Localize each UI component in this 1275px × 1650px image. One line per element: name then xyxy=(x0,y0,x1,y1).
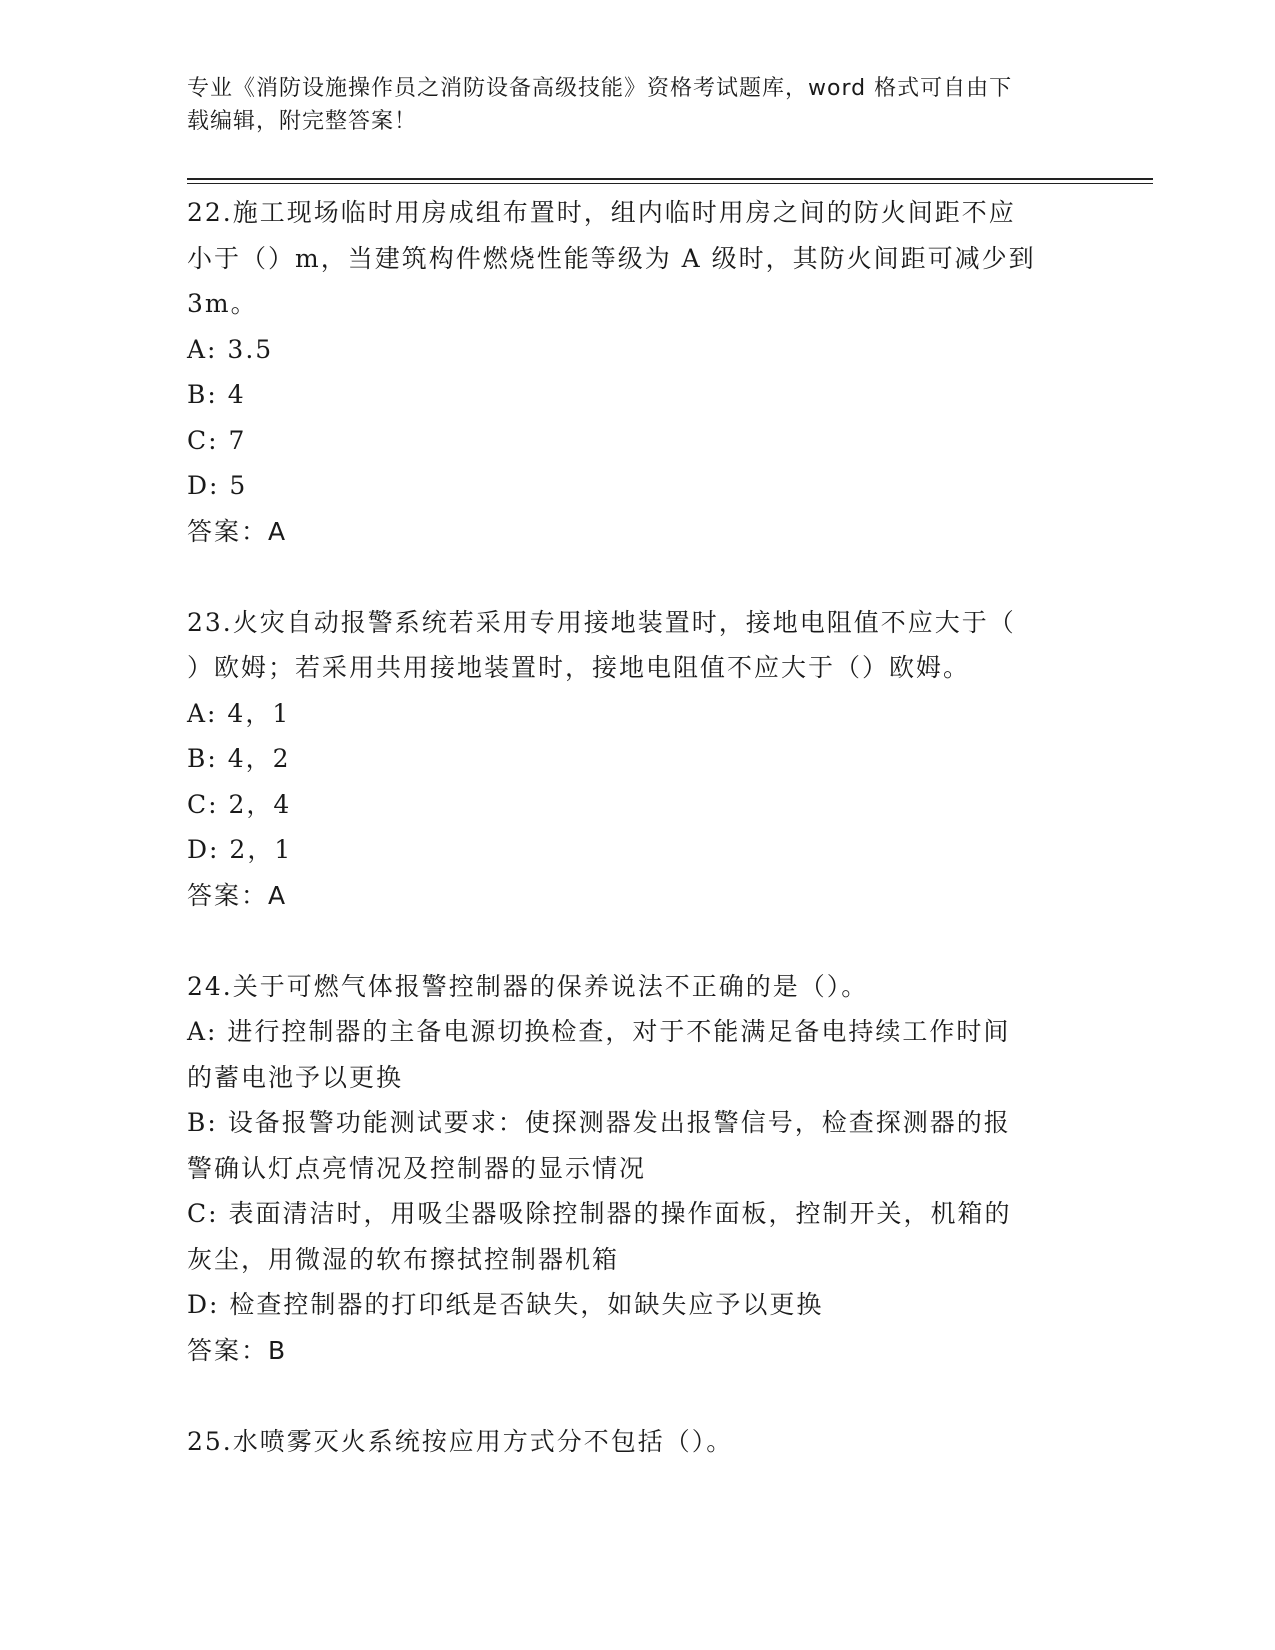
question-stem-line: 22.施工现场临时用房成组布置时，组内临时用房之间的防火间距不应 xyxy=(187,198,1016,227)
question-22 xyxy=(187,190,1067,554)
header-line-1: 专业《消防设施操作员之消防设备高级技能》资格考试题库，word 格式可自由下 xyxy=(187,76,1013,101)
question-spacer xyxy=(187,918,1067,964)
question-stem-line: ）欧姆；若采用共用接地装置时，接地电阻值不应大于（）欧姆。 xyxy=(187,653,971,682)
header-divider-thick xyxy=(187,178,1153,180)
option-c: C: 7 xyxy=(187,425,247,455)
option-b: B: 4，2 xyxy=(187,744,291,773)
option-d: D: 5 xyxy=(187,471,248,500)
question-spacer xyxy=(187,554,1067,600)
option-d: D: 检查控制器的打印纸是否缺失，如缺失应予以更换 xyxy=(187,1290,824,1319)
option-a: A: 进行控制器的主备电源切换检查，对于不能满足备电持续工作时间 xyxy=(187,1017,1011,1046)
question-stem-line: 24.关于可燃气体报警控制器的保养说法不正确的是（）。 xyxy=(187,971,869,1001)
option-a: A: 3.5 xyxy=(187,334,274,364)
option-b-continued: 警确认灯点亮情况及控制器的显示情况 xyxy=(187,1153,647,1183)
option-c-continued: 灰尘，用微湿的软布擦拭控制器机箱 xyxy=(187,1244,620,1274)
question-stem-line: 23.火灾自动报警系统若采用专用接地装置时，接地电阻值不应大于（ xyxy=(187,607,1016,637)
header-divider-thin xyxy=(187,183,1153,184)
answer: 答案：A xyxy=(187,880,288,910)
header-line-2: 载编辑，附完整答案！ xyxy=(187,109,418,134)
option-b: B: 设备报警功能测试要求：使探测器发出报警信号，检查探测器的报 xyxy=(187,1108,1011,1137)
document-header xyxy=(187,72,1067,138)
option-a-continued: 的蓄电池予以更换 xyxy=(187,1062,404,1092)
option-c: C: 表面清洁时，用吸尘器吸除控制器的操作面板，控制开关，机箱的 xyxy=(187,1199,1012,1228)
question-25 xyxy=(187,1419,1067,1465)
answer: 答案：B xyxy=(187,1335,288,1365)
option-a: A: 4，1 xyxy=(187,698,291,728)
question-list xyxy=(187,190,1067,1464)
question-24 xyxy=(187,964,1067,1374)
option-b: B: 4 xyxy=(187,380,246,409)
answer: 答案：A xyxy=(187,516,288,546)
question-stem-line: 3m。 xyxy=(187,289,258,318)
question-stem-line: 小于（）m，当建筑构件燃烧性能等级为 A 级时，其防火间距可减少到 xyxy=(187,243,1036,273)
option-d: D: 2，1 xyxy=(187,835,293,864)
question-stem-line: 25.水喷雾灭火系统按应用方式分不包括（）。 xyxy=(187,1426,734,1456)
question-spacer xyxy=(187,1373,1067,1419)
option-c: C: 2，4 xyxy=(187,789,292,819)
question-23 xyxy=(187,600,1067,919)
